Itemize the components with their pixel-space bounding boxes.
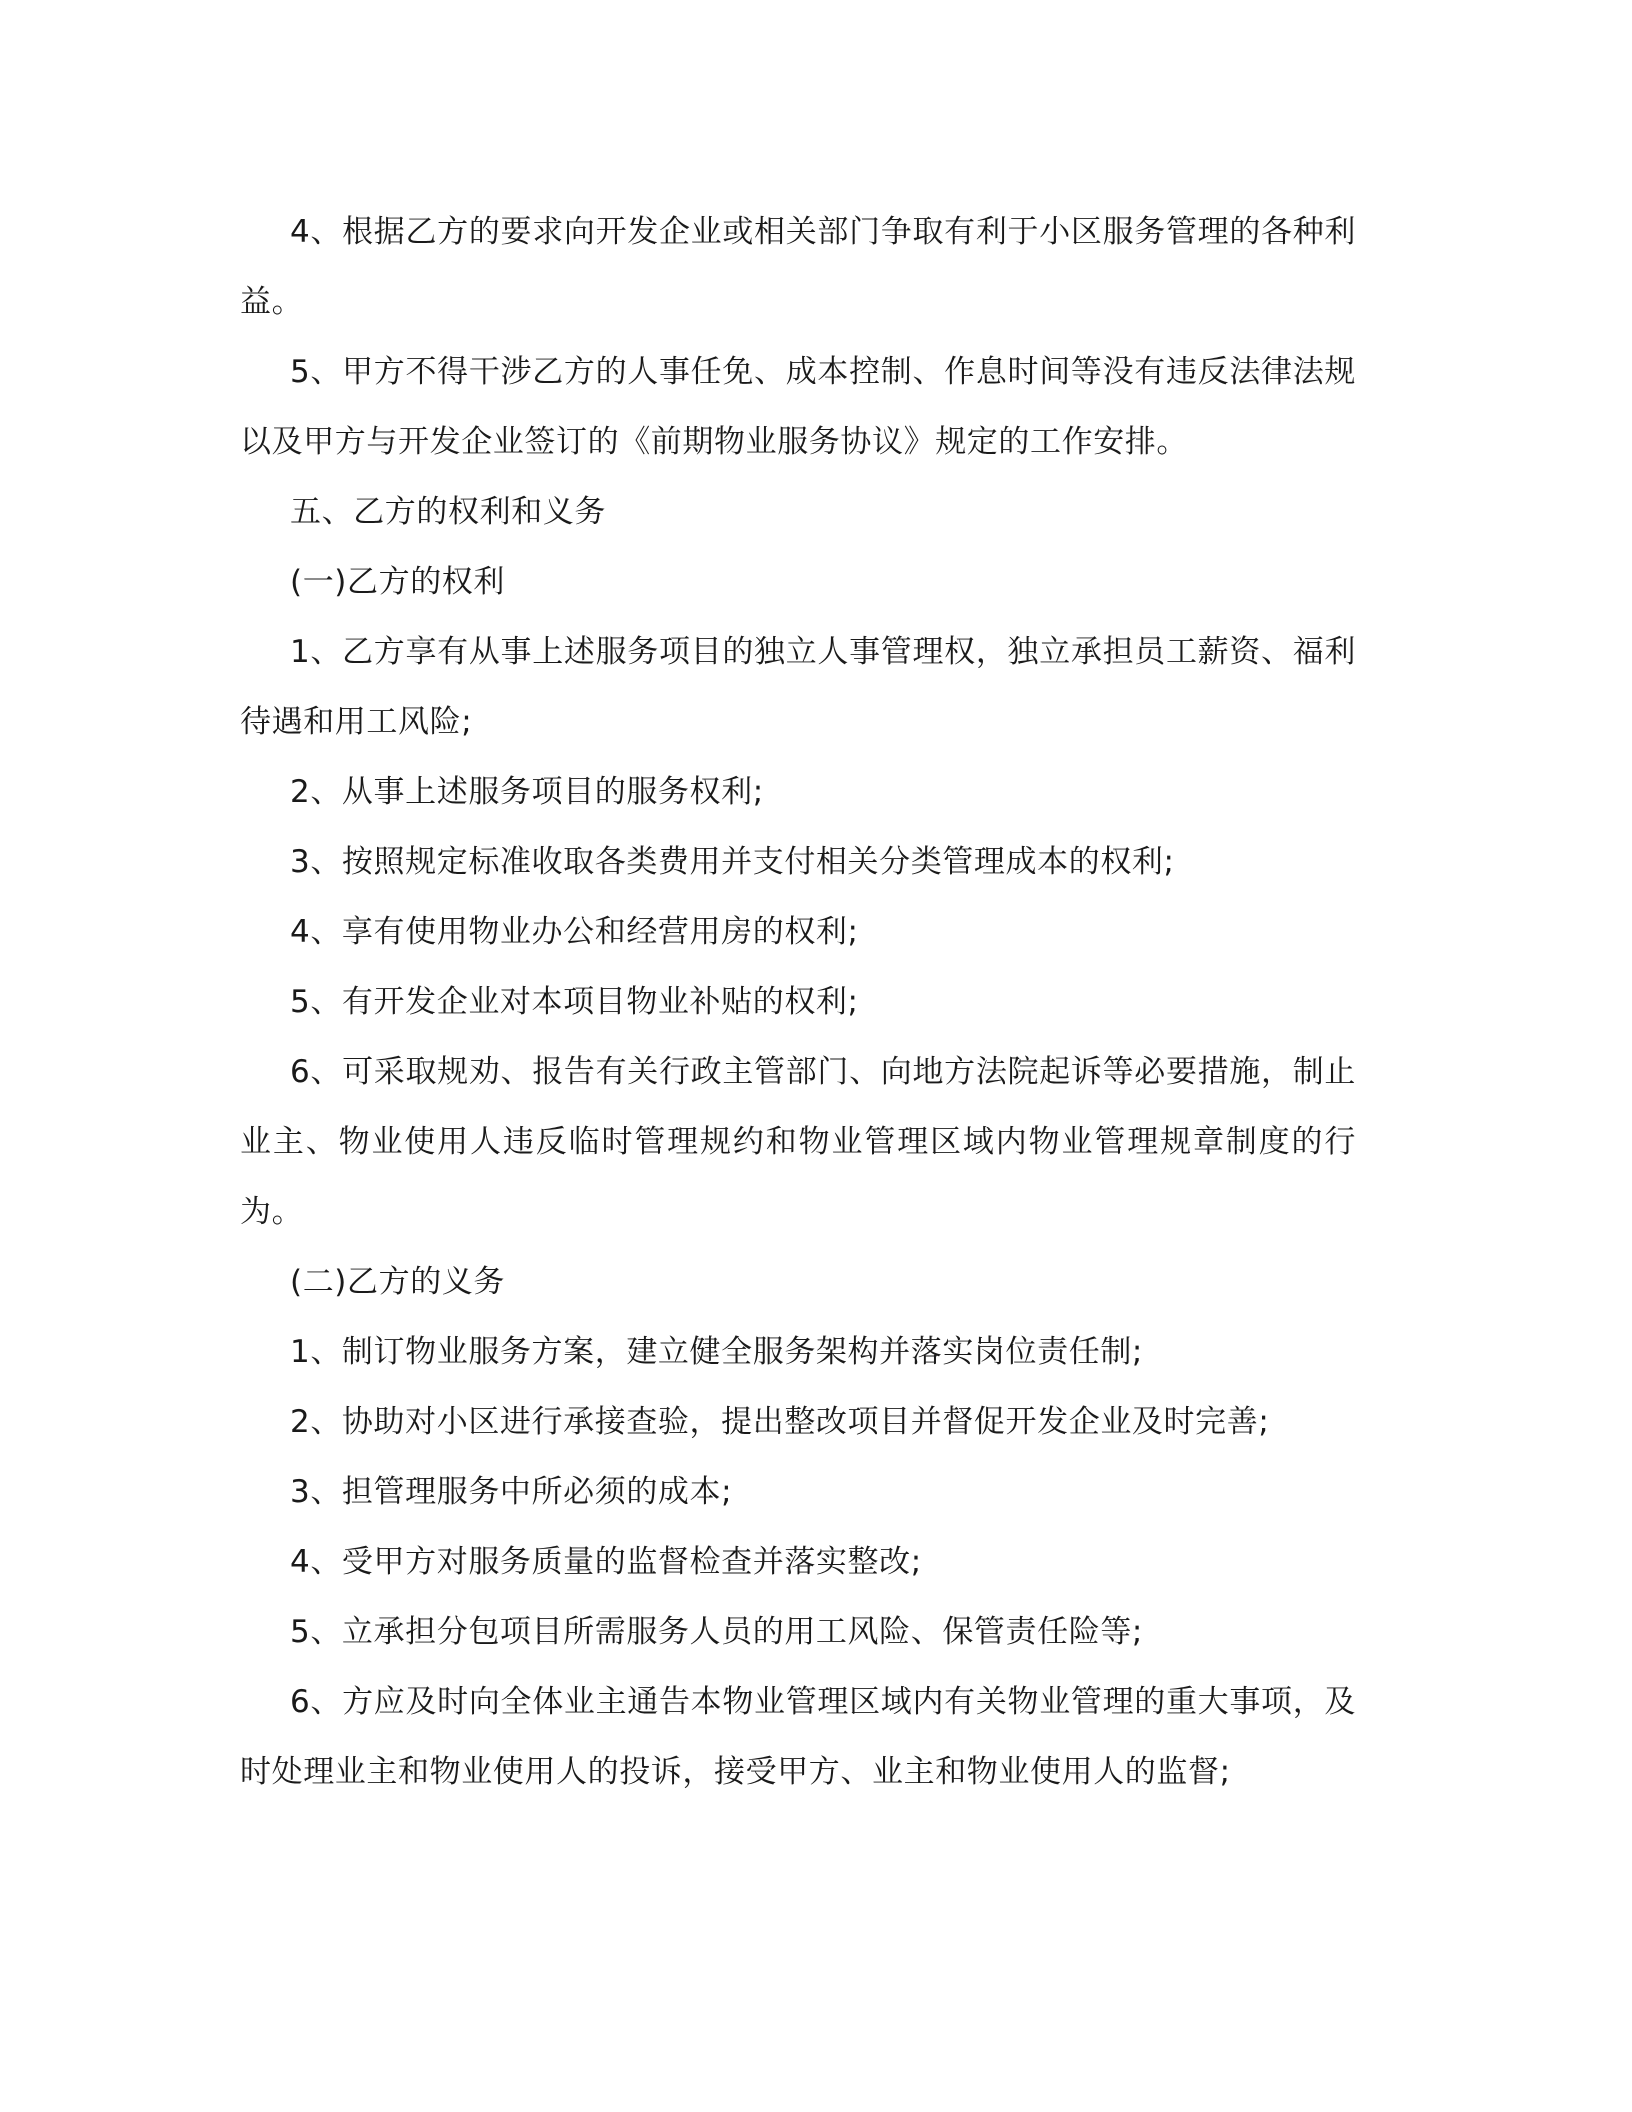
subsection-heading-obligations: (二)乙方的义务 — [290, 1264, 505, 1300]
paragraph-obligation-3: 3、担管理服务中所必须的成本; — [290, 1474, 733, 1510]
paragraph-right-4: 4、享有使用物业办公和经营用房的权利; — [290, 914, 859, 950]
paragraph-landlord-obligation-4: 4、根据乙方的要求向开发企业或相关部门争取有利于小区服务管理的各种利益。 — [240, 214, 1356, 320]
paragraph-obligation-4: 4、受甲方对服务质量的监督检查并落实整改; — [290, 1544, 922, 1580]
paragraph-right-2: 2、从事上述服务项目的服务权利; — [290, 774, 764, 810]
paragraph-obligation-5: 5、立承担分包项目所需服务人员的用工风险、保管责任险等; — [290, 1614, 1143, 1650]
section-heading-rights-and-obligations: 五、乙方的权利和义务 — [290, 494, 606, 530]
paragraph-right-6: 6、可采取规劝、报告有关行政主管部门、向地方法院起诉等必要措施，制止业主、物业使用人违反临时管理规约和物业管理区域内物业管理规章制度的行为。 — [240, 1054, 1356, 1230]
subsection-heading-rights: (一)乙方的权利 — [290, 564, 505, 600]
paragraph-landlord-obligation-5: 5、甲方不得干涉乙方的人事任免、成本控制、作息时间等没有违反法律法规以及甲方与开发企业签订的《前期物业服务协议》规定的工作安排。 — [240, 354, 1356, 460]
paragraph-obligation-1: 1、制订物业服务方案，建立健全服务架构并落实岗位责任制; — [290, 1334, 1143, 1370]
paragraph-right-5: 5、有开发企业对本项目物业补贴的权利; — [290, 984, 859, 1020]
document-body — [240, 197, 1356, 1807]
paragraph-right-1: 1、乙方享有从事上述服务项目的独立人事管理权，独立承担员工薪资、福利待遇和用工风险; — [240, 634, 1356, 740]
paragraph-obligation-6: 6、方应及时向全体业主通告本物业管理区域内有关物业管理的重大事项，及时处理业主和物业使用人的投诉，接受甲方、业主和物业使用人的监督; — [240, 1684, 1356, 1790]
paragraph-obligation-2: 2、协助对小区进行承接查验，提出整改项目并督促开发企业及时完善; — [290, 1404, 1270, 1440]
paragraph-right-3: 3、按照规定标准收取各类费用并支付相关分类管理成本的权利; — [290, 844, 1175, 880]
